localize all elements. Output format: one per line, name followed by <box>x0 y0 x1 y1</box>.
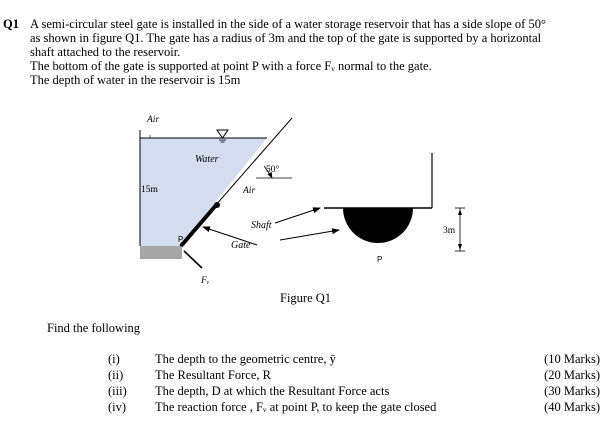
label-p-right: P <box>377 255 383 264</box>
label-depth: 15m <box>141 185 158 195</box>
task-marks-1: (10 Marks) <box>544 352 600 366</box>
task-text-3: The depth, D at which the Resultant Force acts <box>155 384 390 398</box>
label-radius: 3m <box>443 226 456 236</box>
question-line-3: shaft attached to the reservoir. <box>30 45 181 59</box>
gate-hinge-top <box>214 202 220 208</box>
water-level-marker <box>217 130 228 138</box>
task-texts <box>155 351 436 415</box>
task-marks-2: (20 Marks) <box>544 368 600 382</box>
label-water: Water <box>195 154 219 165</box>
task-num-1: (i) <box>108 352 120 366</box>
label-force: Fᵥ <box>201 276 210 286</box>
task-num-4: (iv) <box>108 400 127 414</box>
task-marks-3: (30 Marks) <box>544 384 600 398</box>
task-marks <box>544 351 600 415</box>
task-num-3: (iii) <box>108 384 127 398</box>
label-gate: Gate <box>231 240 251 251</box>
find-heading: Find the following <box>47 321 141 335</box>
task-numbers <box>108 351 127 415</box>
shaft-arrow <box>275 208 320 223</box>
label-angle: 50° <box>266 165 280 175</box>
question-line-1: A semi-circular steel gate is installed in the side of a water storage reservoir that has a side slope of 50° <box>30 17 546 31</box>
label-shaft: Shaft <box>251 220 272 231</box>
question-line-5: The depth of water in the reservoir is 15m <box>30 73 241 87</box>
force-arrow <box>184 251 202 268</box>
question-line-4: The bottom of the gate is supported at point P with a force Fᵥ normal to the gate. <box>30 59 432 73</box>
task-num-2: (ii) <box>108 368 124 382</box>
semicircular-gate <box>343 208 413 243</box>
label-air-top: Air <box>147 115 160 125</box>
task-text-4: The reaction force , Fᵥ at point P, to keep the gate closed <box>155 400 437 414</box>
ground-block <box>140 246 182 259</box>
question-line-2: as shown in figure Q1. The gate has a radius of 3m and the top of the gate is supported by a horizontal <box>30 31 542 45</box>
label-air-mid: Air <box>243 186 256 196</box>
task-marks-4: (40 Marks) <box>544 400 600 414</box>
figure-caption: Figure Q1 <box>280 291 332 305</box>
label-p-left: P <box>178 235 184 244</box>
task-text-1: The depth to the geometric centre, ȳ <box>155 352 336 366</box>
question-number: Q1 <box>3 17 19 31</box>
task-text-2: The Resultant Force, R <box>155 368 271 382</box>
gate-arrow-right <box>280 230 339 240</box>
